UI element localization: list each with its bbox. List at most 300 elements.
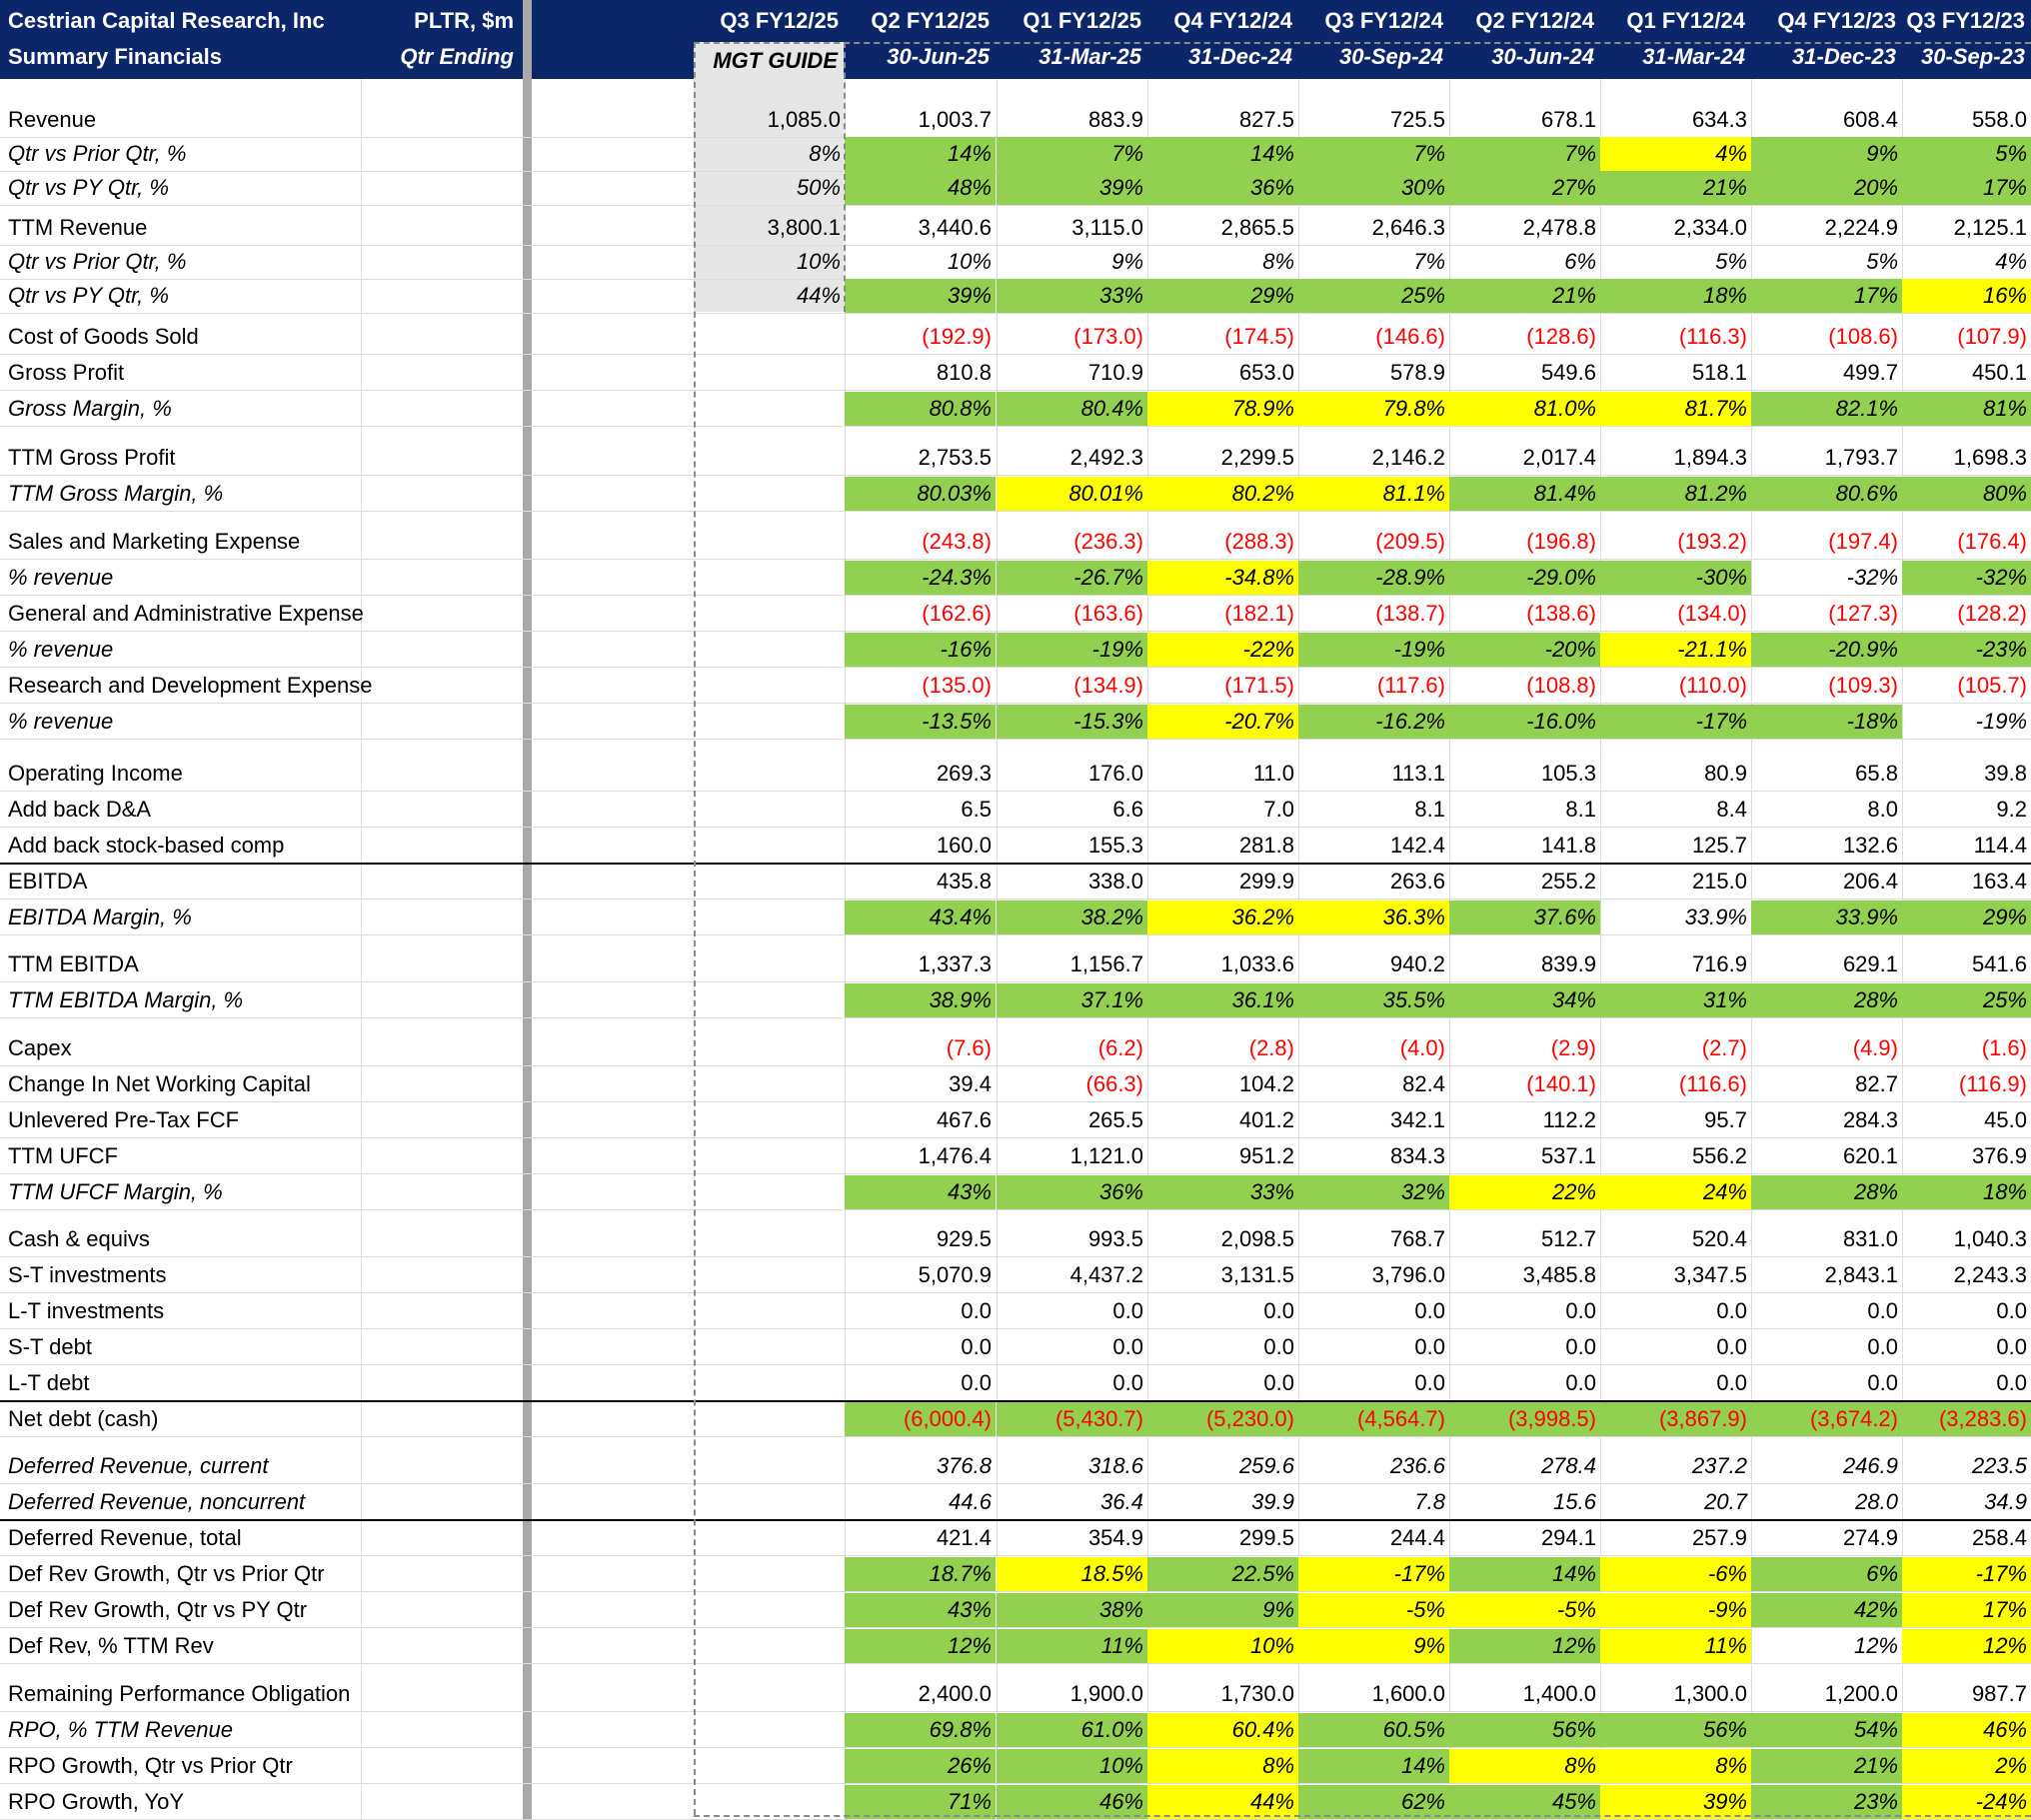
value-cell: 725.5 [1389, 107, 1445, 132]
value-cell: 37.1% [997, 983, 1147, 1017]
value-cell: (6.2) [1097, 1035, 1143, 1060]
value-cell: 2,400.0 [918, 1681, 992, 1706]
table-row [0, 947, 2031, 981]
value-cell: (116.6) [1678, 1071, 1747, 1096]
value-cell: 39.4 [949, 1071, 992, 1096]
value-cell: 38% [997, 1593, 1147, 1627]
value-cell: 2,224.9 [1824, 215, 1898, 240]
table-row [0, 441, 2031, 475]
value-cell: 0.0 [1996, 1370, 2027, 1395]
value-cell: 20% [1751, 171, 1902, 205]
value-cell: 3,131.5 [1220, 1262, 1294, 1287]
value-cell: (138.6) [1526, 601, 1596, 626]
value-cell: 5,070.9 [918, 1262, 992, 1287]
value-cell: 299.9 [1238, 869, 1294, 894]
value-cell: 244.4 [1389, 1525, 1445, 1550]
value-cell: -24% [1902, 1785, 2031, 1819]
value-cell: 0.0 [1716, 1370, 1747, 1395]
value-cell: 11.0 [1252, 761, 1294, 786]
value-cell: -19% [1975, 709, 2027, 734]
value-cell: 23% [1751, 1785, 1902, 1819]
value-cell: (66.3) [1085, 1071, 1143, 1096]
row-label: RPO, % TTM Revenue [8, 1717, 233, 1742]
row-gridline [0, 1483, 2031, 1484]
value-cell: 8.0 [1867, 797, 1898, 822]
value-cell: 39% [845, 279, 996, 313]
value-cell: 45.0 [1984, 1107, 2027, 1132]
value-cell: -16.2% [1298, 705, 1449, 739]
value-cell: 112.2 [1542, 1107, 1596, 1132]
value-cell: 710.9 [1087, 360, 1143, 385]
value-cell: 81.2% [1600, 477, 1751, 511]
value-cell: 6.5 [961, 797, 992, 822]
value-cell: (3,283.6) [1902, 1402, 2031, 1436]
value-cell: -17% [1600, 705, 1751, 739]
value-cell: 541.6 [1971, 951, 2027, 976]
value-cell: (3,998.5) [1449, 1402, 1600, 1436]
dashed-border [694, 42, 2031, 44]
row-label: Change In Net Working Capital [8, 1071, 311, 1096]
value-cell: 15.6 [1553, 1489, 1596, 1514]
row-label: S-T debt [8, 1334, 92, 1359]
value-cell: 44.6 [949, 1489, 992, 1514]
value-cell: (4.9) [1852, 1035, 1898, 1060]
value-cell: 1,476.4 [918, 1143, 992, 1168]
row-label: EBITDA [8, 869, 88, 894]
value-cell: 17% [1902, 171, 2031, 205]
value-cell: -30% [1600, 561, 1751, 595]
value-cell: 1,121.0 [1069, 1143, 1143, 1168]
table-row [0, 1103, 2031, 1137]
value-cell: 44% [1147, 1785, 1298, 1819]
row-label: Qtr vs Prior Qtr, % [8, 249, 187, 274]
value-cell: (128.2) [1957, 601, 2027, 626]
value-cell: 810.8 [936, 360, 992, 385]
value-cell: 80.9 [1704, 761, 1747, 786]
value-cell: 278.4 [1540, 1453, 1596, 1478]
value-cell: 2,865.5 [1220, 215, 1294, 240]
value-cell: 80.03% [845, 477, 996, 511]
value-cell: 11% [1600, 1629, 1751, 1663]
value-cell: 38.9% [845, 983, 996, 1017]
value-cell: -9% [1600, 1593, 1751, 1627]
value-cell: 5% [1715, 249, 1747, 274]
value-cell: 10% [947, 249, 992, 274]
value-cell: 61.0% [997, 1713, 1147, 1747]
value-cell: 62% [1298, 1785, 1449, 1819]
table-row [0, 1031, 2031, 1065]
value-cell: 38.2% [997, 901, 1147, 934]
value-cell: 678.1 [1540, 107, 1596, 132]
value-cell: 653.0 [1238, 360, 1294, 385]
row-gridline [0, 739, 2031, 740]
value-cell: 7.0 [1263, 797, 1294, 822]
value-cell: 17% [1902, 1593, 2031, 1627]
value-cell: 0.0 [1263, 1298, 1294, 1323]
table-row [0, 597, 2031, 631]
value-cell: 25% [1902, 983, 2031, 1017]
value-cell: -24.3% [845, 561, 996, 595]
value-cell: -29.0% [1449, 561, 1600, 595]
value-cell: 3,800.1 [767, 215, 841, 240]
table-row [0, 1449, 2031, 1483]
value-cell: 299.5 [1238, 1525, 1294, 1550]
value-cell: 56% [1600, 1713, 1751, 1747]
value-cell: 25% [1298, 279, 1449, 313]
value-cell: 32% [1298, 1175, 1449, 1209]
dashed-border [694, 1815, 2031, 1817]
value-cell: 18.5% [997, 1557, 1147, 1591]
table-row [0, 1713, 2031, 1747]
row-gridline [0, 1591, 2031, 1592]
value-cell: 0.0 [961, 1370, 992, 1395]
value-cell: 578.9 [1389, 360, 1445, 385]
value-cell: -19% [1298, 633, 1449, 667]
value-cell: 6% [1564, 249, 1596, 274]
table-row [0, 1175, 2031, 1209]
value-cell: 12% [1853, 1633, 1898, 1658]
row-gridline [0, 390, 2031, 391]
value-cell: 2,299.5 [1220, 445, 1294, 470]
row-gridline [0, 667, 2031, 668]
quarter-header: Q4 FY12/23 [1777, 8, 1896, 33]
value-cell: (171.5) [1224, 673, 1294, 698]
row-label: Deferred Revenue, total [8, 1525, 242, 1550]
value-cell: 160.0 [936, 833, 992, 858]
table-row [0, 1593, 2031, 1627]
value-cell: 0.0 [1112, 1298, 1143, 1323]
value-cell: 60.4% [1147, 1713, 1298, 1747]
value-cell: 883.9 [1087, 107, 1143, 132]
value-cell: (7.6) [946, 1035, 992, 1060]
value-cell: (4.0) [1399, 1035, 1445, 1060]
value-cell: 18% [1902, 1175, 2031, 1209]
row-gridline [0, 1663, 2031, 1664]
value-cell: 0.0 [1112, 1370, 1143, 1395]
value-cell: 246.9 [1842, 1453, 1898, 1478]
value-cell: 16% [1902, 279, 2031, 313]
value-cell: 105.3 [1540, 761, 1596, 786]
value-cell: 4,437.2 [1069, 1262, 1143, 1287]
value-cell: 284.3 [1842, 1107, 1898, 1132]
value-cell: (6,000.4) [845, 1402, 996, 1436]
value-cell: 2,125.1 [1953, 215, 2027, 240]
value-cell: 7% [1449, 137, 1600, 171]
table-row [0, 1139, 2031, 1173]
value-cell: 0.0 [1263, 1334, 1294, 1359]
row-gridline [0, 475, 2031, 476]
table-row [0, 525, 2031, 559]
row-gridline [0, 1292, 2031, 1293]
value-cell: 8.4 [1716, 797, 1747, 822]
value-cell: -19% [997, 633, 1147, 667]
row-gridline [0, 511, 2031, 512]
value-cell: 155.3 [1087, 833, 1143, 858]
row-gridline [0, 559, 2031, 560]
value-cell: -28.9% [1298, 561, 1449, 595]
value-cell: 4% [1995, 249, 2027, 274]
value-cell: (108.8) [1526, 673, 1596, 698]
value-cell: (243.8) [922, 529, 992, 554]
value-cell: 0.0 [1565, 1370, 1596, 1395]
value-cell: 0.0 [1996, 1298, 2027, 1323]
value-cell: 33.9% [1751, 901, 1902, 934]
value-cell: (196.8) [1526, 529, 1596, 554]
quarter-header: Q2 FY12/25 [871, 8, 990, 33]
value-cell: 104.2 [1238, 1071, 1294, 1096]
row-gridline [0, 595, 2031, 596]
quarter-header: Q3 FY12/24 [1324, 8, 1443, 33]
value-cell: (163.6) [1073, 601, 1143, 626]
value-cell: 5% [1902, 137, 2031, 171]
value-cell: 33% [997, 279, 1147, 313]
table-row [0, 793, 2031, 827]
value-cell: -20% [1449, 633, 1600, 667]
dashed-border [694, 42, 696, 1815]
row-label: Gross Margin, % [8, 396, 172, 421]
period-end-date: 30-Sep-23 [1921, 44, 2025, 69]
value-cell: 940.2 [1389, 951, 1445, 976]
value-cell: 281.8 [1238, 833, 1294, 858]
value-cell: 8.1 [1414, 797, 1445, 822]
table-row [0, 901, 2031, 934]
value-cell: 257.9 [1691, 1525, 1747, 1550]
value-cell: 21% [1600, 171, 1751, 205]
value-cell: 80.6% [1751, 477, 1902, 511]
value-cell: 0.0 [1414, 1334, 1445, 1359]
value-cell: 263.6 [1389, 869, 1445, 894]
table-row [0, 633, 2031, 667]
value-cell: 7.8 [1414, 1489, 1445, 1514]
value-cell: -32% [1902, 561, 2031, 595]
table-row [0, 1557, 2031, 1591]
value-cell: 163.4 [1971, 869, 2027, 894]
row-gridline [0, 426, 2031, 427]
row-label: Unlevered Pre-Tax FCF [8, 1107, 240, 1132]
value-cell: (128.6) [1526, 324, 1596, 349]
table-row [0, 279, 2031, 313]
value-cell: 634.3 [1691, 107, 1747, 132]
value-cell: 50% [796, 175, 841, 200]
value-cell: 43.4% [845, 901, 996, 934]
row-label: Cash & equivs [8, 1226, 150, 1251]
value-cell: 354.9 [1087, 1525, 1143, 1550]
quarter-header: Q4 FY12/24 [1173, 8, 1292, 33]
value-cell: 142.4 [1389, 833, 1445, 858]
row-gridline [0, 934, 2031, 935]
row-gridline [0, 981, 2031, 982]
row-label: TTM UFCF Margin, % [8, 1179, 223, 1204]
value-cell: (193.2) [1677, 529, 1747, 554]
row-gridline [0, 1173, 2031, 1174]
row-gridline [0, 1555, 2031, 1556]
value-cell: 215.0 [1691, 869, 1747, 894]
value-cell: -20.9% [1751, 633, 1902, 667]
row-label: RPO Growth, Qtr vs Prior Qtr [8, 1753, 293, 1778]
table-row [0, 103, 2031, 137]
value-cell: (2.8) [1248, 1035, 1294, 1060]
value-cell: 28% [1751, 983, 1902, 1017]
value-cell: -18% [1751, 705, 1902, 739]
value-cell: 237.2 [1691, 1453, 1747, 1478]
row-gridline [0, 1256, 2031, 1257]
row-gridline [0, 1711, 2031, 1712]
value-cell: 2% [1902, 1749, 2031, 1783]
quarter-header: Q2 FY12/24 [1475, 8, 1594, 33]
row-label: TTM UFCF [8, 1143, 118, 1168]
table-row [0, 1749, 2031, 1783]
value-cell: 0.0 [1716, 1334, 1747, 1359]
table-row [0, 865, 2031, 899]
quarter-header: Q3 FY12/25 [720, 8, 839, 33]
value-cell: (3,674.2) [1751, 1402, 1902, 1436]
value-cell: 36.4 [1100, 1489, 1143, 1514]
value-cell: 29% [1147, 279, 1298, 313]
value-cell: 45% [1449, 1785, 1600, 1819]
value-cell: 0.0 [1112, 1334, 1143, 1359]
value-cell: (176.4) [1957, 529, 2027, 554]
value-cell: (127.3) [1828, 601, 1898, 626]
row-label: Qtr vs PY Qtr, % [8, 283, 169, 308]
value-cell: 71% [845, 1785, 996, 1819]
row-label: TTM Revenue [8, 215, 148, 240]
value-cell: 12% [845, 1629, 996, 1663]
value-cell: 81.1% [1298, 477, 1449, 511]
value-cell: 0.0 [1867, 1298, 1898, 1323]
value-cell: 0.0 [1867, 1334, 1898, 1359]
row-label: Add back D&A [8, 797, 152, 822]
value-cell: (117.6) [1376, 673, 1445, 698]
value-cell: 34.9 [1984, 1489, 2027, 1514]
table-row [0, 1677, 2031, 1711]
value-cell: (236.3) [1073, 529, 1143, 554]
value-cell: 29% [1902, 901, 2031, 934]
value-cell: 14% [845, 137, 996, 171]
row-label: TTM Gross Margin, % [8, 481, 224, 506]
value-cell: 80.2% [1147, 477, 1298, 511]
value-cell: -5% [1298, 1593, 1449, 1627]
value-cell: 4% [1600, 137, 1751, 171]
row-gridline [0, 1101, 2031, 1102]
table-row [0, 320, 2031, 354]
table-row [0, 1521, 2031, 1555]
value-cell: 834.3 [1389, 1143, 1445, 1168]
row-label: EBITDA Margin, % [8, 905, 192, 929]
row-label: Sales and Marketing Expense [8, 529, 301, 554]
value-cell: 36.3% [1298, 901, 1449, 934]
table-row [0, 1485, 2031, 1519]
value-cell: 7% [1413, 249, 1445, 274]
value-cell: (135.0) [922, 673, 992, 698]
row-gridline [0, 1783, 2031, 1784]
value-cell: 1,793.7 [1824, 445, 1898, 470]
table-row [0, 1258, 2031, 1292]
row-label: Deferred Revenue, noncurrent [8, 1489, 306, 1514]
value-cell: (116.9) [1958, 1071, 2027, 1096]
value-cell: (288.3) [1224, 529, 1294, 554]
value-cell: 31% [1600, 983, 1751, 1017]
value-cell: 21% [1449, 279, 1600, 313]
value-cell: 14% [1147, 137, 1298, 171]
period-end-date: 30-Sep-24 [1339, 44, 1443, 69]
row-label: TTM Gross Profit [8, 445, 176, 470]
value-cell: (134.9) [1073, 673, 1143, 698]
row-label: Qtr vs PY Qtr, % [8, 175, 169, 200]
value-cell: (1.6) [1981, 1035, 2027, 1060]
value-cell: (140.1) [1526, 1071, 1596, 1096]
value-cell: 125.7 [1691, 833, 1747, 858]
value-cell: 39.8 [1984, 761, 2027, 786]
row-label: Remaining Performance Obligation [8, 1681, 351, 1706]
value-cell: 82.7 [1855, 1071, 1898, 1096]
value-cell: 80.8% [845, 392, 996, 426]
value-cell: 43% [845, 1593, 996, 1627]
table-row [0, 392, 2031, 426]
row-gridline [0, 205, 2031, 206]
value-cell: 839.9 [1540, 951, 1596, 976]
table-row [0, 829, 2031, 863]
value-cell: 54% [1751, 1713, 1902, 1747]
value-cell: 9% [1147, 1593, 1298, 1627]
value-cell: 206.4 [1842, 869, 1898, 894]
value-cell: 9% [1298, 1629, 1449, 1663]
value-cell: 0.0 [1867, 1370, 1898, 1395]
value-cell: 82.4 [1402, 1071, 1445, 1096]
period-end-date: 30-Jun-25 [887, 44, 990, 69]
value-cell: (146.6) [1375, 324, 1445, 349]
value-cell: 80.4% [997, 392, 1147, 426]
value-cell: 499.7 [1842, 360, 1898, 385]
value-cell: -16% [845, 633, 996, 667]
value-cell: 11% [997, 1629, 1147, 1663]
row-label: Cost of Goods Sold [8, 324, 199, 349]
value-cell: 716.9 [1691, 951, 1747, 976]
value-cell: 132.6 [1842, 833, 1898, 858]
row-label: Def Rev Growth, Qtr vs Prior Qtr [8, 1561, 325, 1586]
value-cell: 951.2 [1238, 1143, 1294, 1168]
value-cell: 376.9 [1971, 1143, 2027, 1168]
value-cell: 1,894.3 [1673, 445, 1747, 470]
table-row [0, 1330, 2031, 1364]
value-cell: (5,230.0) [1147, 1402, 1298, 1436]
value-cell: 2,843.1 [1824, 1262, 1898, 1287]
value-cell: 34% [1449, 983, 1600, 1017]
value-cell: (209.5) [1375, 529, 1445, 554]
value-cell: 33% [1147, 1175, 1298, 1209]
value-cell: 549.6 [1540, 360, 1596, 385]
table-row [0, 669, 2031, 703]
value-cell: 36.1% [1147, 983, 1298, 1017]
value-cell: 3,115.0 [1071, 215, 1143, 240]
value-cell: 401.2 [1238, 1107, 1294, 1132]
row-label: S-T investments [8, 1262, 167, 1287]
value-cell: 22.5% [1147, 1557, 1298, 1591]
value-cell: 9.2 [1996, 797, 2027, 822]
value-cell: (5,430.7) [997, 1402, 1147, 1436]
value-cell: 1,900.0 [1069, 1681, 1143, 1706]
value-cell: 629.1 [1842, 951, 1898, 976]
value-cell: 255.2 [1540, 869, 1596, 894]
table-row [0, 1629, 2031, 1663]
row-label: Operating Income [8, 761, 183, 786]
value-cell: 467.6 [936, 1107, 992, 1132]
value-cell: 80% [1902, 477, 2031, 511]
value-cell: 95.7 [1704, 1107, 1747, 1132]
value-cell: 176.0 [1087, 761, 1143, 786]
row-label: Add back stock-based comp [8, 833, 285, 858]
value-cell: 80.01% [997, 477, 1147, 511]
period-end-date: 30-Jun-24 [1491, 44, 1594, 69]
